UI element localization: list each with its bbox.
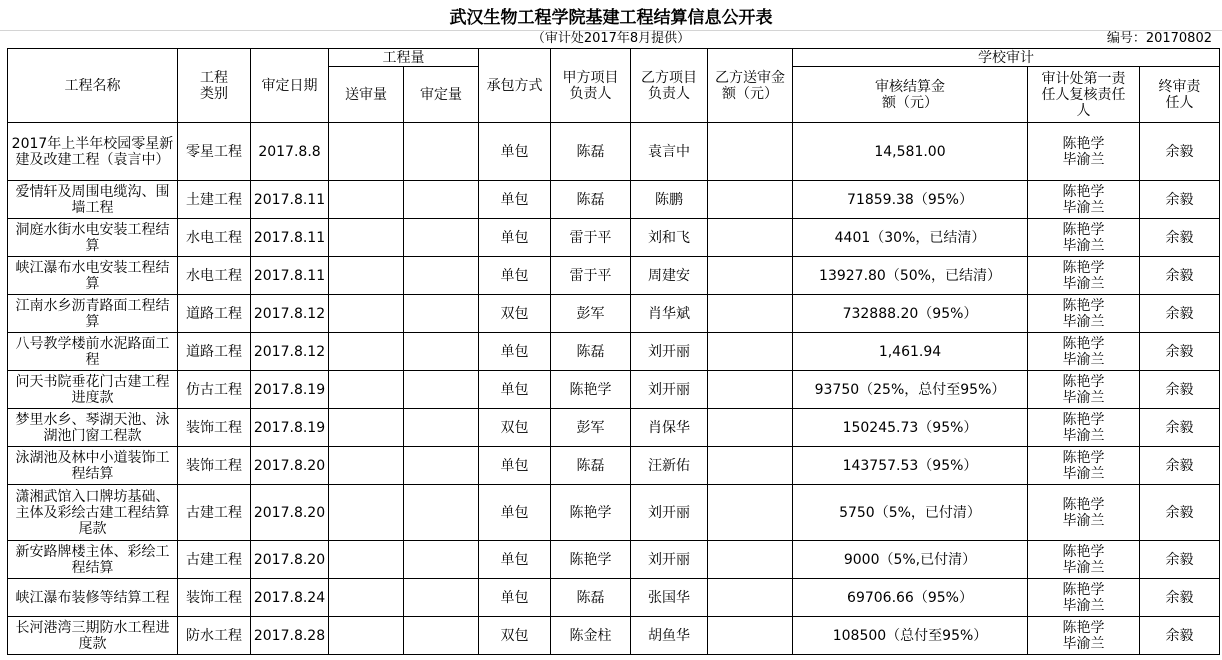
cell-party-b: 陈鹏 (631, 181, 708, 219)
responsible-second: 毕渝兰 (1062, 151, 1105, 168)
header-party-b-text: 乙方项目负责人 (641, 69, 697, 102)
table-row (8, 257, 1220, 295)
table-row (8, 541, 1220, 579)
cell-project-name: 梦里水乡、琴湖天池、泳湖池门窗工程款 (8, 409, 178, 447)
cell-qty-approved (404, 333, 479, 371)
cell-submitted-amount (708, 541, 793, 579)
cell-final-reviewer: 余毅 (1140, 617, 1220, 655)
header-date: 审定日期 (251, 49, 329, 123)
cell-audit-amount: 9000（5%,已付清） (793, 541, 1028, 579)
cell-party-b: 袁言中 (631, 123, 708, 181)
cell-audit-responsible (1028, 123, 1140, 181)
cell-party-b: 刘开丽 (631, 371, 708, 409)
cell-party-a: 陈磊 (551, 123, 631, 181)
cell-contract-mode: 单包 (479, 181, 551, 219)
header-audit-amount-text: 审核结算金额（元） (875, 78, 945, 111)
cell-qty-sent (329, 617, 404, 655)
cell-contract-mode: 单包 (479, 579, 551, 617)
cell-party-a: 陈金柱 (551, 617, 631, 655)
cell-submitted-amount (708, 333, 793, 371)
cell-contract-mode: 单包 (479, 257, 551, 295)
header-final-reviewer-text: 终审责任人 (1158, 78, 1201, 111)
cell-project-name: 潇湘武馆入口牌坊基础、主体及彩绘古建工程结算尾款 (8, 485, 178, 541)
cell-audit-responsible (1028, 485, 1140, 541)
cell-date: 2017.8.20 (251, 447, 329, 485)
header-quantity-group: 工程量 (329, 49, 479, 67)
cell-contract-mode: 单包 (479, 485, 551, 541)
cell-party-a: 陈磊 (551, 579, 631, 617)
cell-submitted-amount (708, 579, 793, 617)
header-submitted-amount (708, 49, 793, 123)
cell-category: 道路工程 (178, 333, 251, 371)
cell-qty-sent (329, 371, 404, 409)
cell-submitted-amount (708, 371, 793, 409)
cell-contract-mode: 双包 (479, 295, 551, 333)
cell-category: 水电工程 (178, 257, 251, 295)
cell-audit-responsible (1028, 257, 1140, 295)
cell-final-reviewer: 余毅 (1140, 333, 1220, 371)
cell-final-reviewer: 余毅 (1140, 485, 1220, 541)
cell-category: 水电工程 (178, 219, 251, 257)
cell-submitted-amount (708, 485, 793, 541)
header-party-a-text: 甲方项目负责人 (562, 69, 619, 102)
table-row (8, 181, 1220, 219)
header-name: 工程名称 (8, 49, 178, 123)
cell-qty-approved (404, 295, 479, 333)
cell-final-reviewer: 余毅 (1140, 447, 1220, 485)
sheet-title: 武汉生物工程学院基建工程结算信息公开表 (449, 7, 773, 28)
cell-audit-responsible (1028, 409, 1140, 447)
cell-project-name: 峡江瀑布装修等结算工程 (8, 579, 178, 617)
cell-audit-amount: 93750（25%，总付至95%） (793, 371, 1028, 409)
responsible-second: 毕渝兰 (1062, 313, 1105, 330)
cell-date: 2017.8.8 (251, 123, 329, 181)
responsible-first: 陈艳学 (1062, 221, 1105, 238)
cell-party-a: 雷于平 (551, 257, 631, 295)
cell-category: 土建工程 (178, 181, 251, 219)
cell-qty-sent (329, 295, 404, 333)
cell-party-b: 胡鱼华 (631, 617, 708, 655)
responsible-second: 毕渝兰 (1062, 427, 1105, 444)
cell-party-a: 陈磊 (551, 447, 631, 485)
header-party-a (551, 49, 631, 123)
responsible-second: 毕渝兰 (1062, 465, 1105, 482)
cell-date: 2017.8.19 (251, 409, 329, 447)
sheet-subtitle: （审计处2017年8月提供） (531, 31, 691, 46)
cell-party-a: 雷于平 (551, 219, 631, 257)
responsible-first: 陈艳学 (1062, 619, 1105, 636)
cell-audit-amount: 13927.80（50%，已结清） (793, 257, 1028, 295)
responsible-first: 陈艳学 (1062, 581, 1105, 598)
cell-party-a: 彭军 (551, 409, 631, 447)
cell-qty-sent (329, 123, 404, 181)
cell-qty-sent (329, 579, 404, 617)
header-audit-group: 学校审计 (793, 49, 1220, 67)
cell-audit-responsible (1028, 617, 1140, 655)
cell-qty-approved (404, 447, 479, 485)
serial-number: 编号：20170802 (1106, 31, 1212, 46)
responsible-first: 陈艳学 (1062, 449, 1105, 466)
cell-qty-sent (329, 447, 404, 485)
cell-party-b: 刘开丽 (631, 485, 708, 541)
cell-project-name: 洞庭水街水电安装工程结算 (8, 219, 178, 257)
responsible-second: 毕渝兰 (1062, 559, 1105, 576)
cell-date: 2017.8.11 (251, 181, 329, 219)
header-submitted-amount-text: 乙方送审金额（元） (715, 69, 785, 102)
cell-final-reviewer: 余毅 (1140, 257, 1220, 295)
header-audit-amount (793, 67, 1028, 123)
cell-contract-mode: 单包 (479, 333, 551, 371)
cell-audit-amount: 108500（总付至95%） (793, 617, 1028, 655)
cell-audit-responsible (1028, 219, 1140, 257)
cell-qty-sent (329, 485, 404, 541)
responsible-second: 毕渝兰 (1062, 635, 1105, 652)
cell-qty-approved (404, 409, 479, 447)
responsible-first: 陈艳学 (1062, 259, 1105, 276)
cell-final-reviewer: 余毅 (1140, 123, 1220, 181)
cell-final-reviewer: 余毅 (1140, 409, 1220, 447)
cell-submitted-amount (708, 617, 793, 655)
cell-audit-responsible (1028, 181, 1140, 219)
table-row (8, 409, 1220, 447)
cell-date: 2017.8.12 (251, 295, 329, 333)
cell-qty-sent (329, 181, 404, 219)
cell-project-name: 峡江瀑布水电安装工程结算 (8, 257, 178, 295)
header-category (178, 49, 251, 123)
cell-audit-amount: 14,581.00 (793, 123, 1028, 181)
cell-date: 2017.8.11 (251, 257, 329, 295)
cell-contract-mode: 单包 (479, 219, 551, 257)
cell-party-a: 陈磊 (551, 333, 631, 371)
cell-submitted-amount (708, 219, 793, 257)
cell-final-reviewer: 余毅 (1140, 579, 1220, 617)
table-row (8, 579, 1220, 617)
sheet-title-row (0, 0, 1222, 31)
cell-category: 仿古工程 (178, 371, 251, 409)
cell-party-b: 张国华 (631, 579, 708, 617)
cell-date: 2017.8.20 (251, 541, 329, 579)
responsible-second: 毕渝兰 (1062, 275, 1105, 292)
responsible-first: 陈艳学 (1062, 373, 1105, 390)
cell-project-name: 泳湖池及林中小道装饰工程结算 (8, 447, 178, 485)
cell-category: 装饰工程 (178, 409, 251, 447)
cell-party-b: 肖华斌 (631, 295, 708, 333)
responsible-first: 陈艳学 (1062, 543, 1105, 560)
cell-party-b: 肖保华 (631, 409, 708, 447)
table-row (8, 617, 1220, 655)
responsible-second: 毕渝兰 (1062, 597, 1105, 614)
cell-party-a: 陈艳学 (551, 371, 631, 409)
cell-qty-approved (404, 617, 479, 655)
header-final-reviewer (1140, 67, 1220, 123)
responsible-second: 毕渝兰 (1062, 512, 1105, 529)
cell-party-a: 彭军 (551, 295, 631, 333)
cell-party-b: 汪新佑 (631, 447, 708, 485)
header-party-b (631, 49, 708, 123)
cell-qty-sent (329, 541, 404, 579)
cell-submitted-amount (708, 409, 793, 447)
cell-qty-approved (404, 123, 479, 181)
cell-contract-mode: 双包 (479, 617, 551, 655)
cell-category: 古建工程 (178, 485, 251, 541)
cell-audit-amount: 71859.38（95%） (793, 181, 1028, 219)
cell-audit-amount: 143757.53（95%） (793, 447, 1028, 485)
cell-date: 2017.8.20 (251, 485, 329, 541)
cell-contract-mode: 单包 (479, 541, 551, 579)
cell-category: 道路工程 (178, 295, 251, 333)
cell-audit-amount: 150245.73（95%） (793, 409, 1028, 447)
cell-date: 2017.8.11 (251, 219, 329, 257)
cell-final-reviewer: 余毅 (1140, 219, 1220, 257)
cell-project-name: 八号教学楼前水泥路面工程 (8, 333, 178, 371)
responsible-first: 陈艳学 (1062, 183, 1105, 200)
cell-contract-mode: 双包 (479, 409, 551, 447)
cell-category: 古建工程 (178, 541, 251, 579)
cell-qty-sent (329, 257, 404, 295)
cell-date: 2017.8.24 (251, 579, 329, 617)
header-contract-mode: 承包方式 (479, 49, 551, 123)
header-audit-responsible-text: 审计处第一责任人复核责任人 (1041, 70, 1126, 119)
header-category-text: 工程类别 (200, 69, 228, 102)
cell-party-b: 周建安 (631, 257, 708, 295)
cell-final-reviewer: 余毅 (1140, 295, 1220, 333)
table-row (8, 371, 1220, 409)
settlement-table (7, 48, 1220, 655)
cell-party-b: 刘开丽 (631, 541, 708, 579)
responsible-first: 陈艳学 (1062, 411, 1105, 428)
cell-qty-sent (329, 409, 404, 447)
responsible-first: 陈艳学 (1062, 335, 1105, 352)
header-qty-sent: 送审量 (329, 67, 404, 123)
cell-submitted-amount (708, 181, 793, 219)
cell-qty-sent (329, 333, 404, 371)
cell-audit-amount: 69706.66（95%） (793, 579, 1028, 617)
cell-party-b: 刘开丽 (631, 333, 708, 371)
cell-qty-approved (404, 181, 479, 219)
cell-audit-responsible (1028, 541, 1140, 579)
cell-contract-mode: 单包 (479, 447, 551, 485)
cell-party-a: 陈艳学 (551, 541, 631, 579)
cell-qty-approved (404, 579, 479, 617)
cell-qty-approved (404, 541, 479, 579)
table-row (8, 333, 1220, 371)
cell-contract-mode: 单包 (479, 123, 551, 181)
responsible-second: 毕渝兰 (1062, 389, 1105, 406)
cell-audit-responsible (1028, 447, 1140, 485)
cell-audit-responsible (1028, 295, 1140, 333)
cell-category: 装饰工程 (178, 447, 251, 485)
cell-project-name: 江南水乡沥青路面工程结算 (8, 295, 178, 333)
cell-audit-responsible (1028, 371, 1140, 409)
header-qty-approved: 审定量 (404, 67, 479, 123)
cell-date: 2017.8.12 (251, 333, 329, 371)
cell-qty-approved (404, 485, 479, 541)
cell-audit-amount: 4401（30%，已结清） (793, 219, 1028, 257)
table-row (8, 219, 1220, 257)
cell-submitted-amount (708, 447, 793, 485)
cell-party-a: 陈磊 (551, 181, 631, 219)
cell-project-name: 爱情轩及周围电缆沟、围墙工程 (8, 181, 178, 219)
cell-party-a: 陈艳学 (551, 485, 631, 541)
cell-audit-responsible (1028, 579, 1140, 617)
header-row-1 (8, 49, 1220, 67)
subtitle-row (0, 30, 1222, 48)
cell-qty-approved (404, 371, 479, 409)
cell-audit-amount: 5750（5%，已付清） (793, 485, 1028, 541)
cell-final-reviewer: 余毅 (1140, 371, 1220, 409)
cell-qty-approved (404, 219, 479, 257)
cell-submitted-amount (708, 257, 793, 295)
cell-project-name: 2017年上半年校园零星新建及改建工程（袁言中） (8, 123, 178, 181)
cell-final-reviewer: 余毅 (1140, 541, 1220, 579)
cell-contract-mode: 单包 (479, 371, 551, 409)
cell-date: 2017.8.19 (251, 371, 329, 409)
cell-qty-sent (329, 219, 404, 257)
cell-submitted-amount (708, 295, 793, 333)
cell-project-name: 长河港湾三期防水工程进度款 (8, 617, 178, 655)
cell-project-name: 问天书院垂花门古建工程进度款 (8, 371, 178, 409)
cell-category: 装饰工程 (178, 579, 251, 617)
table-row (8, 123, 1220, 181)
cell-qty-approved (404, 257, 479, 295)
responsible-second: 毕渝兰 (1062, 199, 1105, 216)
cell-category: 零星工程 (178, 123, 251, 181)
cell-audit-responsible (1028, 333, 1140, 371)
cell-party-b: 刘和飞 (631, 219, 708, 257)
cell-date: 2017.8.28 (251, 617, 329, 655)
responsible-second: 毕渝兰 (1062, 237, 1105, 254)
table-row (8, 485, 1220, 541)
responsible-first: 陈艳学 (1062, 135, 1105, 152)
responsible-first: 陈艳学 (1062, 297, 1105, 314)
table-row (8, 447, 1220, 485)
cell-project-name: 新安路牌楼主体、彩绘工程结算 (8, 541, 178, 579)
cell-submitted-amount (708, 123, 793, 181)
table-row (8, 295, 1220, 333)
cell-audit-amount: 732888.20（95%） (793, 295, 1028, 333)
cell-audit-amount: 1,461.94 (793, 333, 1028, 371)
responsible-second: 毕渝兰 (1062, 351, 1105, 368)
cell-category: 防水工程 (178, 617, 251, 655)
cell-final-reviewer: 余毅 (1140, 181, 1220, 219)
responsible-first: 陈艳学 (1062, 496, 1105, 513)
header-audit-responsible (1028, 67, 1140, 123)
